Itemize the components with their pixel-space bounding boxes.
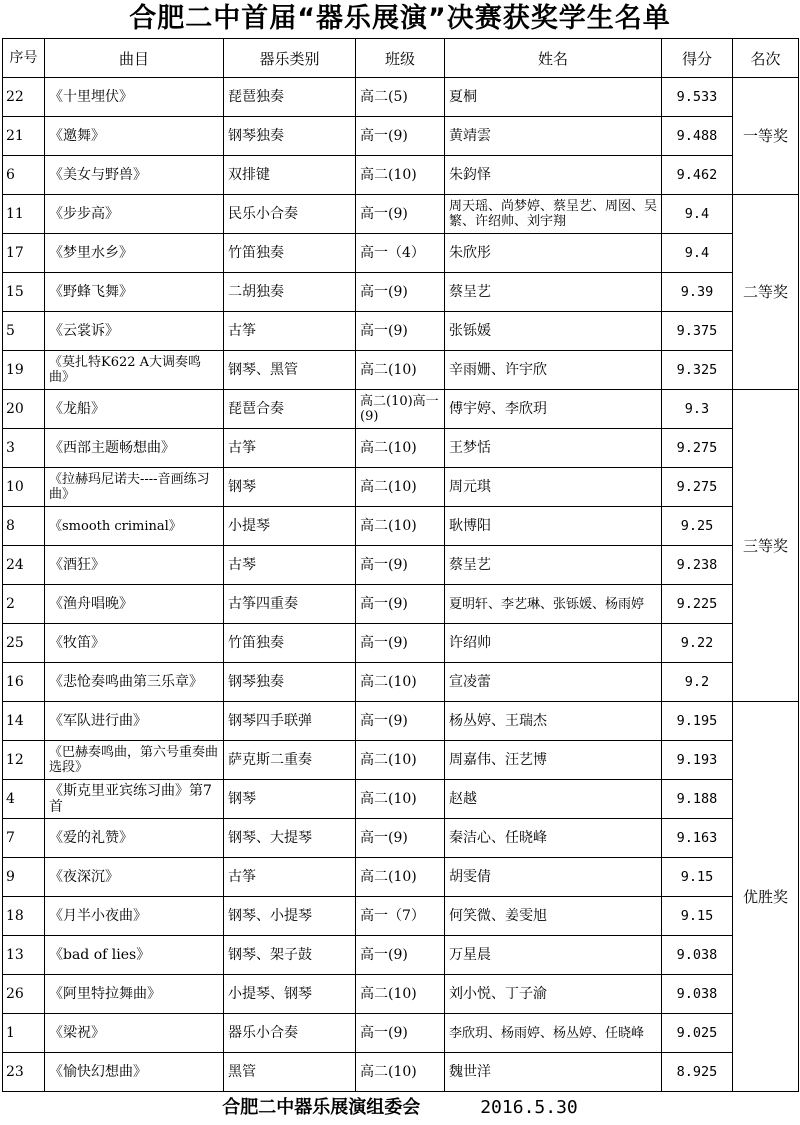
category-cell: 竹笛独奏 — [224, 234, 356, 273]
seq-cell: 8 — [3, 507, 45, 546]
score-cell: 9.15 — [662, 897, 733, 936]
names-cell: 耿博阳 — [445, 507, 662, 546]
table-body — [3, 78, 799, 1092]
table-row — [3, 234, 799, 273]
seq-cell: 1 — [3, 1014, 45, 1053]
piece-cell: 《渔舟唱晚》 — [45, 585, 224, 624]
category-cell: 钢琴、小提琴 — [224, 897, 356, 936]
piece-cell: 《爱的礼赞》 — [45, 819, 224, 858]
footer — [0, 1093, 800, 1119]
class-cell: 高一(9) — [356, 312, 445, 351]
category-cell: 钢琴独奏 — [224, 663, 356, 702]
score-cell: 9.038 — [662, 975, 733, 1014]
category-cell: 黑管 — [224, 1053, 356, 1092]
seq-cell: 25 — [3, 624, 45, 663]
class-cell: 高一(9) — [356, 702, 445, 741]
table-row — [3, 156, 799, 195]
names-cell: 黄靖雲 — [445, 117, 662, 156]
score-cell: 9.15 — [662, 858, 733, 897]
category-cell: 古筝 — [224, 429, 356, 468]
names-cell: 蔡呈艺 — [445, 273, 662, 312]
score-cell: 9.225 — [662, 585, 733, 624]
score-cell: 8.925 — [662, 1053, 733, 1092]
score-cell: 9.238 — [662, 546, 733, 585]
table-row — [3, 429, 799, 468]
header-rank: 名次 — [733, 39, 799, 78]
table-row — [3, 585, 799, 624]
piece-cell: 《美女与野兽》 — [45, 156, 224, 195]
class-cell: 高一(9) — [356, 585, 445, 624]
names-cell: 夏桐 — [445, 78, 662, 117]
class-cell: 高二(10) — [356, 858, 445, 897]
category-cell: 钢琴、黑管 — [224, 351, 356, 390]
seq-cell: 16 — [3, 663, 45, 702]
score-cell: 9.163 — [662, 819, 733, 858]
class-cell: 高一(9) — [356, 819, 445, 858]
header-class: 班级 — [356, 39, 445, 78]
table-row — [3, 507, 799, 546]
table-row — [3, 390, 799, 429]
category-cell: 琵琶合奏 — [224, 390, 356, 429]
names-cell: 傅宇婷、李欣玥 — [445, 390, 662, 429]
piece-cell: 《愉快幻想曲》 — [45, 1053, 224, 1092]
table-row — [3, 78, 799, 117]
award-table — [2, 38, 799, 1092]
seq-cell: 19 — [3, 351, 45, 390]
score-cell: 9.038 — [662, 936, 733, 975]
table-row — [3, 819, 799, 858]
class-cell: 高一(9) — [356, 1014, 445, 1053]
seq-cell: 21 — [3, 117, 45, 156]
seq-cell: 22 — [3, 78, 45, 117]
score-cell: 9.4 — [662, 195, 733, 234]
class-cell: 高一(9) — [356, 273, 445, 312]
score-cell: 9.188 — [662, 780, 733, 819]
score-cell: 9.488 — [662, 117, 733, 156]
header-category: 器乐类别 — [224, 39, 356, 78]
table-row — [3, 1053, 799, 1092]
score-cell: 9.375 — [662, 312, 733, 351]
class-cell: 高一(9) — [356, 195, 445, 234]
seq-cell: 13 — [3, 936, 45, 975]
seq-cell: 5 — [3, 312, 45, 351]
table-row — [3, 858, 799, 897]
piece-cell: 《bad of lies》 — [45, 936, 224, 975]
header-names: 姓名 — [445, 39, 662, 78]
rank-cell: 三等奖 — [733, 390, 799, 702]
seq-cell: 4 — [3, 780, 45, 819]
seq-cell: 24 — [3, 546, 45, 585]
seq-cell: 26 — [3, 975, 45, 1014]
class-cell: 高二(10) — [356, 429, 445, 468]
document-title: 合肥二中首届“器乐展演”决赛获奖学生名单 — [129, 3, 671, 34]
names-cell: 刘小悦、丁子渝 — [445, 975, 662, 1014]
piece-cell: 《军队进行曲》 — [45, 702, 224, 741]
piece-cell: 《莫扎特K622 A大调奏鸣曲》 — [45, 351, 224, 390]
class-cell: 高二(10) — [356, 1053, 445, 1092]
names-cell: 夏明轩、李艺琳、张铄媛、杨雨婷 — [445, 585, 662, 624]
class-cell: 高二(10) — [356, 351, 445, 390]
class-cell: 高二(10) — [356, 507, 445, 546]
piece-cell: 《斯克里亚宾练习曲》第7首 — [45, 780, 224, 819]
table-row — [3, 936, 799, 975]
header-piece: 曲目 — [45, 39, 224, 78]
score-cell: 9.2 — [662, 663, 733, 702]
class-cell: 高二(10)高一(9) — [356, 390, 445, 429]
score-cell: 9.025 — [662, 1014, 733, 1053]
category-cell: 竹笛独奏 — [224, 624, 356, 663]
names-cell: 朱鈞怿 — [445, 156, 662, 195]
seq-cell: 2 — [3, 585, 45, 624]
category-cell: 小提琴 — [224, 507, 356, 546]
piece-cell: 《牧笛》 — [45, 624, 224, 663]
table-row — [3, 351, 799, 390]
category-cell: 古琴 — [224, 546, 356, 585]
class-cell: 高二(10) — [356, 156, 445, 195]
seq-cell: 20 — [3, 390, 45, 429]
seq-cell: 6 — [3, 156, 45, 195]
names-cell: 杨丛婷、王瑞杰 — [445, 702, 662, 741]
piece-cell: 《夜深沉》 — [45, 858, 224, 897]
piece-cell: 《巴赫奏鸣曲，第六号重奏曲选段》 — [45, 741, 224, 780]
piece-cell: 《梦里水乡》 — [45, 234, 224, 273]
header-seq: 序号 — [3, 39, 45, 78]
class-cell: 高二(10) — [356, 741, 445, 780]
category-cell: 古筝 — [224, 312, 356, 351]
names-cell: 周嘉伟、汪艺博 — [445, 741, 662, 780]
class-cell: 高一(9) — [356, 624, 445, 663]
piece-cell: 《邀舞》 — [45, 117, 224, 156]
score-cell: 9.25 — [662, 507, 733, 546]
class-cell: 高一（4） — [356, 234, 445, 273]
category-cell: 钢琴四手联弹 — [224, 702, 356, 741]
score-cell: 9.533 — [662, 78, 733, 117]
names-cell: 周元琪 — [445, 468, 662, 507]
table-row — [3, 1014, 799, 1053]
piece-cell: 《云裳诉》 — [45, 312, 224, 351]
table-row — [3, 780, 799, 819]
seq-cell: 11 — [3, 195, 45, 234]
piece-cell: 《梁祝》 — [45, 1014, 224, 1053]
names-cell: 宣凌蕾 — [445, 663, 662, 702]
header-score: 得分 — [662, 39, 733, 78]
seq-cell: 17 — [3, 234, 45, 273]
rank-cell: 一等奖 — [733, 78, 799, 195]
piece-cell: 《西部主题畅想曲》 — [45, 429, 224, 468]
piece-cell: 《步步高》 — [45, 195, 224, 234]
names-cell: 王梦恬 — [445, 429, 662, 468]
names-cell: 万星晨 — [445, 936, 662, 975]
table-row — [3, 312, 799, 351]
names-cell: 朱欣彤 — [445, 234, 662, 273]
table-row — [3, 468, 799, 507]
category-cell: 钢琴 — [224, 780, 356, 819]
seq-cell: 23 — [3, 1053, 45, 1092]
piece-cell: 《月半小夜曲》 — [45, 897, 224, 936]
score-cell: 9.193 — [662, 741, 733, 780]
names-cell: 秦洁心、任晓峰 — [445, 819, 662, 858]
category-cell: 双排键 — [224, 156, 356, 195]
category-cell: 钢琴独奏 — [224, 117, 356, 156]
score-cell: 9.39 — [662, 273, 733, 312]
category-cell: 琵琶独奏 — [224, 78, 356, 117]
class-cell: 高一(9) — [356, 936, 445, 975]
score-cell: 9.325 — [662, 351, 733, 390]
names-cell: 蔡呈艺 — [445, 546, 662, 585]
score-cell: 9.195 — [662, 702, 733, 741]
seq-cell: 18 — [3, 897, 45, 936]
table-row — [3, 195, 799, 234]
table-row — [3, 624, 799, 663]
seq-cell: 14 — [3, 702, 45, 741]
class-cell: 高一(9) — [356, 546, 445, 585]
piece-cell: 《阿里特拉舞曲》 — [45, 975, 224, 1014]
table-row — [3, 273, 799, 312]
seq-cell: 3 — [3, 429, 45, 468]
table-row — [3, 897, 799, 936]
seq-cell: 7 — [3, 819, 45, 858]
names-cell: 辛雨姗、许宇欣 — [445, 351, 662, 390]
class-cell: 高二(10) — [356, 780, 445, 819]
category-cell: 古筝四重奏 — [224, 585, 356, 624]
score-cell: 9.4 — [662, 234, 733, 273]
piece-cell: 《拉赫玛尼诺夫----音画练习曲》 — [45, 468, 224, 507]
category-cell: 萨克斯二重奏 — [224, 741, 356, 780]
class-cell: 高一（7） — [356, 897, 445, 936]
category-cell: 钢琴、大提琴 — [224, 819, 356, 858]
category-cell: 钢琴、架子鼓 — [224, 936, 356, 975]
names-cell: 周天瑶、尚梦婷、蔡呈艺、周囡、吴繁、许绍帅、刘宇翔 — [445, 195, 662, 234]
table-row — [3, 975, 799, 1014]
seq-cell: 12 — [3, 741, 45, 780]
seq-cell: 10 — [3, 468, 45, 507]
names-cell: 何笑微、姜雯旭 — [445, 897, 662, 936]
names-cell: 李欣玥、杨雨婷、杨丛婷、任晓峰 — [445, 1014, 662, 1053]
category-cell: 钢琴 — [224, 468, 356, 507]
footer-organizer: 合肥二中器乐展演组委会 — [222, 1097, 421, 1118]
table-header-row — [3, 39, 799, 78]
table-row — [3, 546, 799, 585]
table-row — [3, 117, 799, 156]
piece-cell: 《smooth criminal》 — [45, 507, 224, 546]
names-cell: 许绍帅 — [445, 624, 662, 663]
category-cell: 古筝 — [224, 858, 356, 897]
class-cell: 高二(10) — [356, 975, 445, 1014]
seq-cell: 9 — [3, 858, 45, 897]
names-cell: 张铄媛 — [445, 312, 662, 351]
table-row — [3, 741, 799, 780]
score-cell: 9.275 — [662, 429, 733, 468]
seq-cell: 15 — [3, 273, 45, 312]
class-cell: 高一(9) — [356, 117, 445, 156]
table-row — [3, 702, 799, 741]
category-cell: 器乐小合奏 — [224, 1014, 356, 1053]
category-cell: 民乐小合奏 — [224, 195, 356, 234]
score-cell: 9.3 — [662, 390, 733, 429]
piece-cell: 《悲怆奏鸣曲第三乐章》 — [45, 663, 224, 702]
category-cell: 二胡独奏 — [224, 273, 356, 312]
rank-cell: 优胜奖 — [733, 702, 799, 1092]
piece-cell: 《龙船》 — [45, 390, 224, 429]
piece-cell: 《野蜂飞舞》 — [45, 273, 224, 312]
footer-date: 2016.5.30 — [480, 1097, 578, 1118]
names-cell: 魏世洋 — [445, 1053, 662, 1092]
score-cell: 9.22 — [662, 624, 733, 663]
class-cell: 高二(10) — [356, 663, 445, 702]
rank-cell: 二等奖 — [733, 195, 799, 390]
class-cell: 高二(10) — [356, 468, 445, 507]
score-cell: 9.462 — [662, 156, 733, 195]
category-cell: 小提琴、钢琴 — [224, 975, 356, 1014]
names-cell: 赵越 — [445, 780, 662, 819]
piece-cell: 《酒狂》 — [45, 546, 224, 585]
piece-cell: 《十里埋伏》 — [45, 78, 224, 117]
class-cell: 高二(5) — [356, 78, 445, 117]
names-cell: 胡雯倩 — [445, 858, 662, 897]
score-cell: 9.275 — [662, 468, 733, 507]
table-row — [3, 663, 799, 702]
